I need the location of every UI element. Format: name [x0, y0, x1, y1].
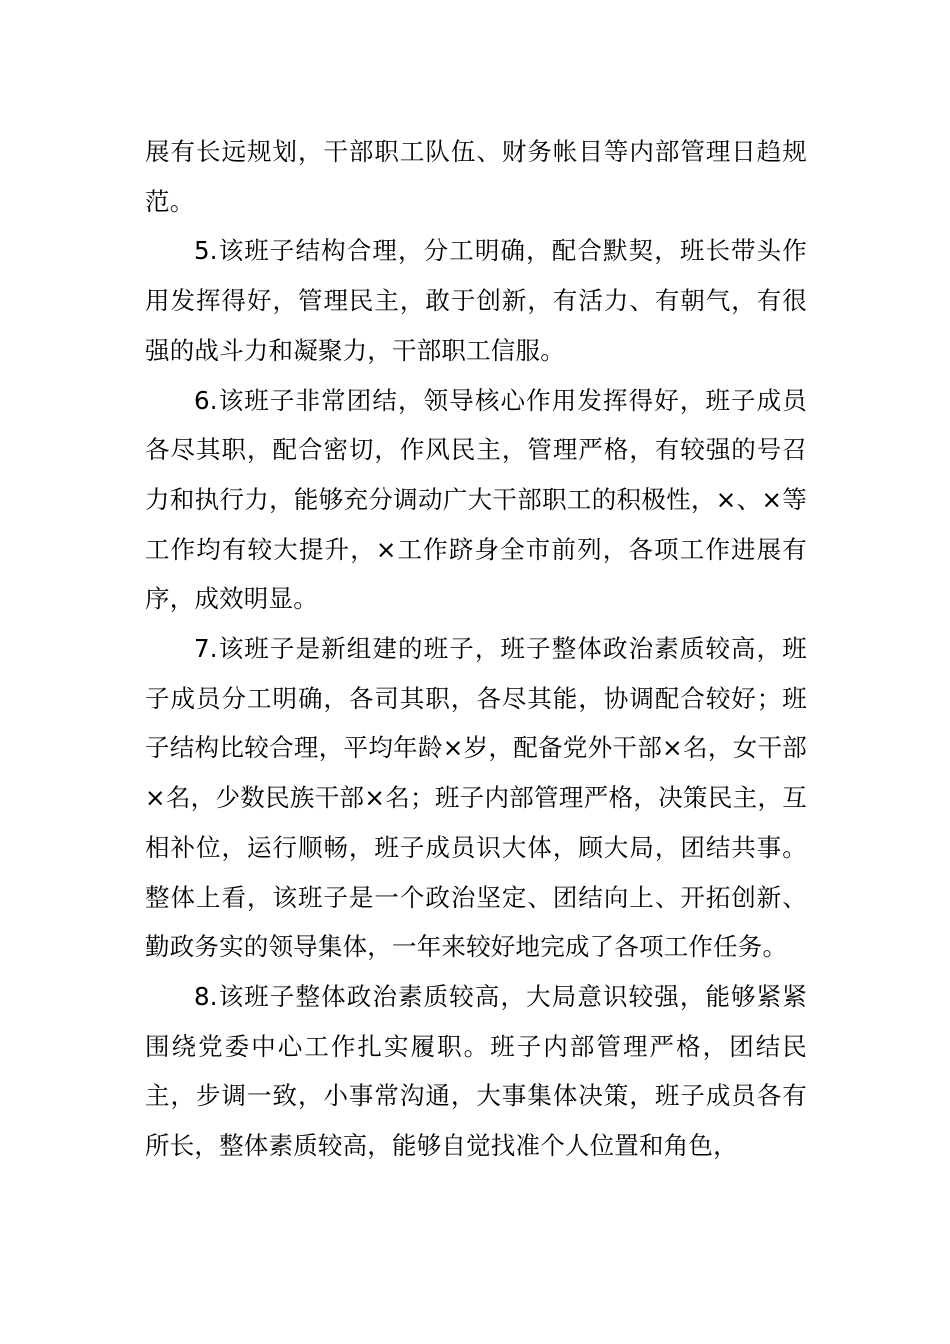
paragraph-item-8: 8.该班子整体政治素质较高，大局意识较强，能够紧紧围绕党委中心工作扎实履职。班子内部管理严格，团结民主，步调一致，小事常沟通，大事集体决策，班子成员各有所长，整体素质较高，能够自觉找准个人位置和角色，: [145, 981, 807, 1161]
paragraph-item-5: 5.该班子结构合理，分工明确，配合默契，班长带头作用发挥得好，管理民主，敢于创新，有活力、有朝气，有很强的战斗力和凝聚力，干部职工信服。: [145, 236, 807, 365]
paragraph-item-6: 6.该班子非常团结，领导核心作用发挥得好，班子成员各尽其职，配合密切，作风民主，管理严格，有较强的号召力和执行力，能够充分调动广大干部职工的积极性，×、×等工作均有较大提升，×工作跻身全市前列，各项工作进展有序，成效明显。: [145, 385, 807, 614]
document-body: [145, 127, 807, 1171]
paragraph-continuation: 展有长远规划，干部职工队伍、财务帐目等内部管理日趋规范。: [145, 137, 807, 216]
paragraph-item-7: 7.该班子是新组建的班子，班子整体政治素质较高，班子成员分工明确，各司其职，各尽其能，协调配合较好；班子结构比较合理，平均年龄×岁，配备党外干部×名，女干部×名，少数民族干部×名；班子内部管理严格，决策民主，互相补位，运行顺畅，班子成员识大体，顾大局，团结共事。整体上看，该班子是一个政治坚定、团结向上、开拓创新、勤政务实的领导集体，一年来较好地完成了各项工作任务。: [145, 634, 807, 962]
